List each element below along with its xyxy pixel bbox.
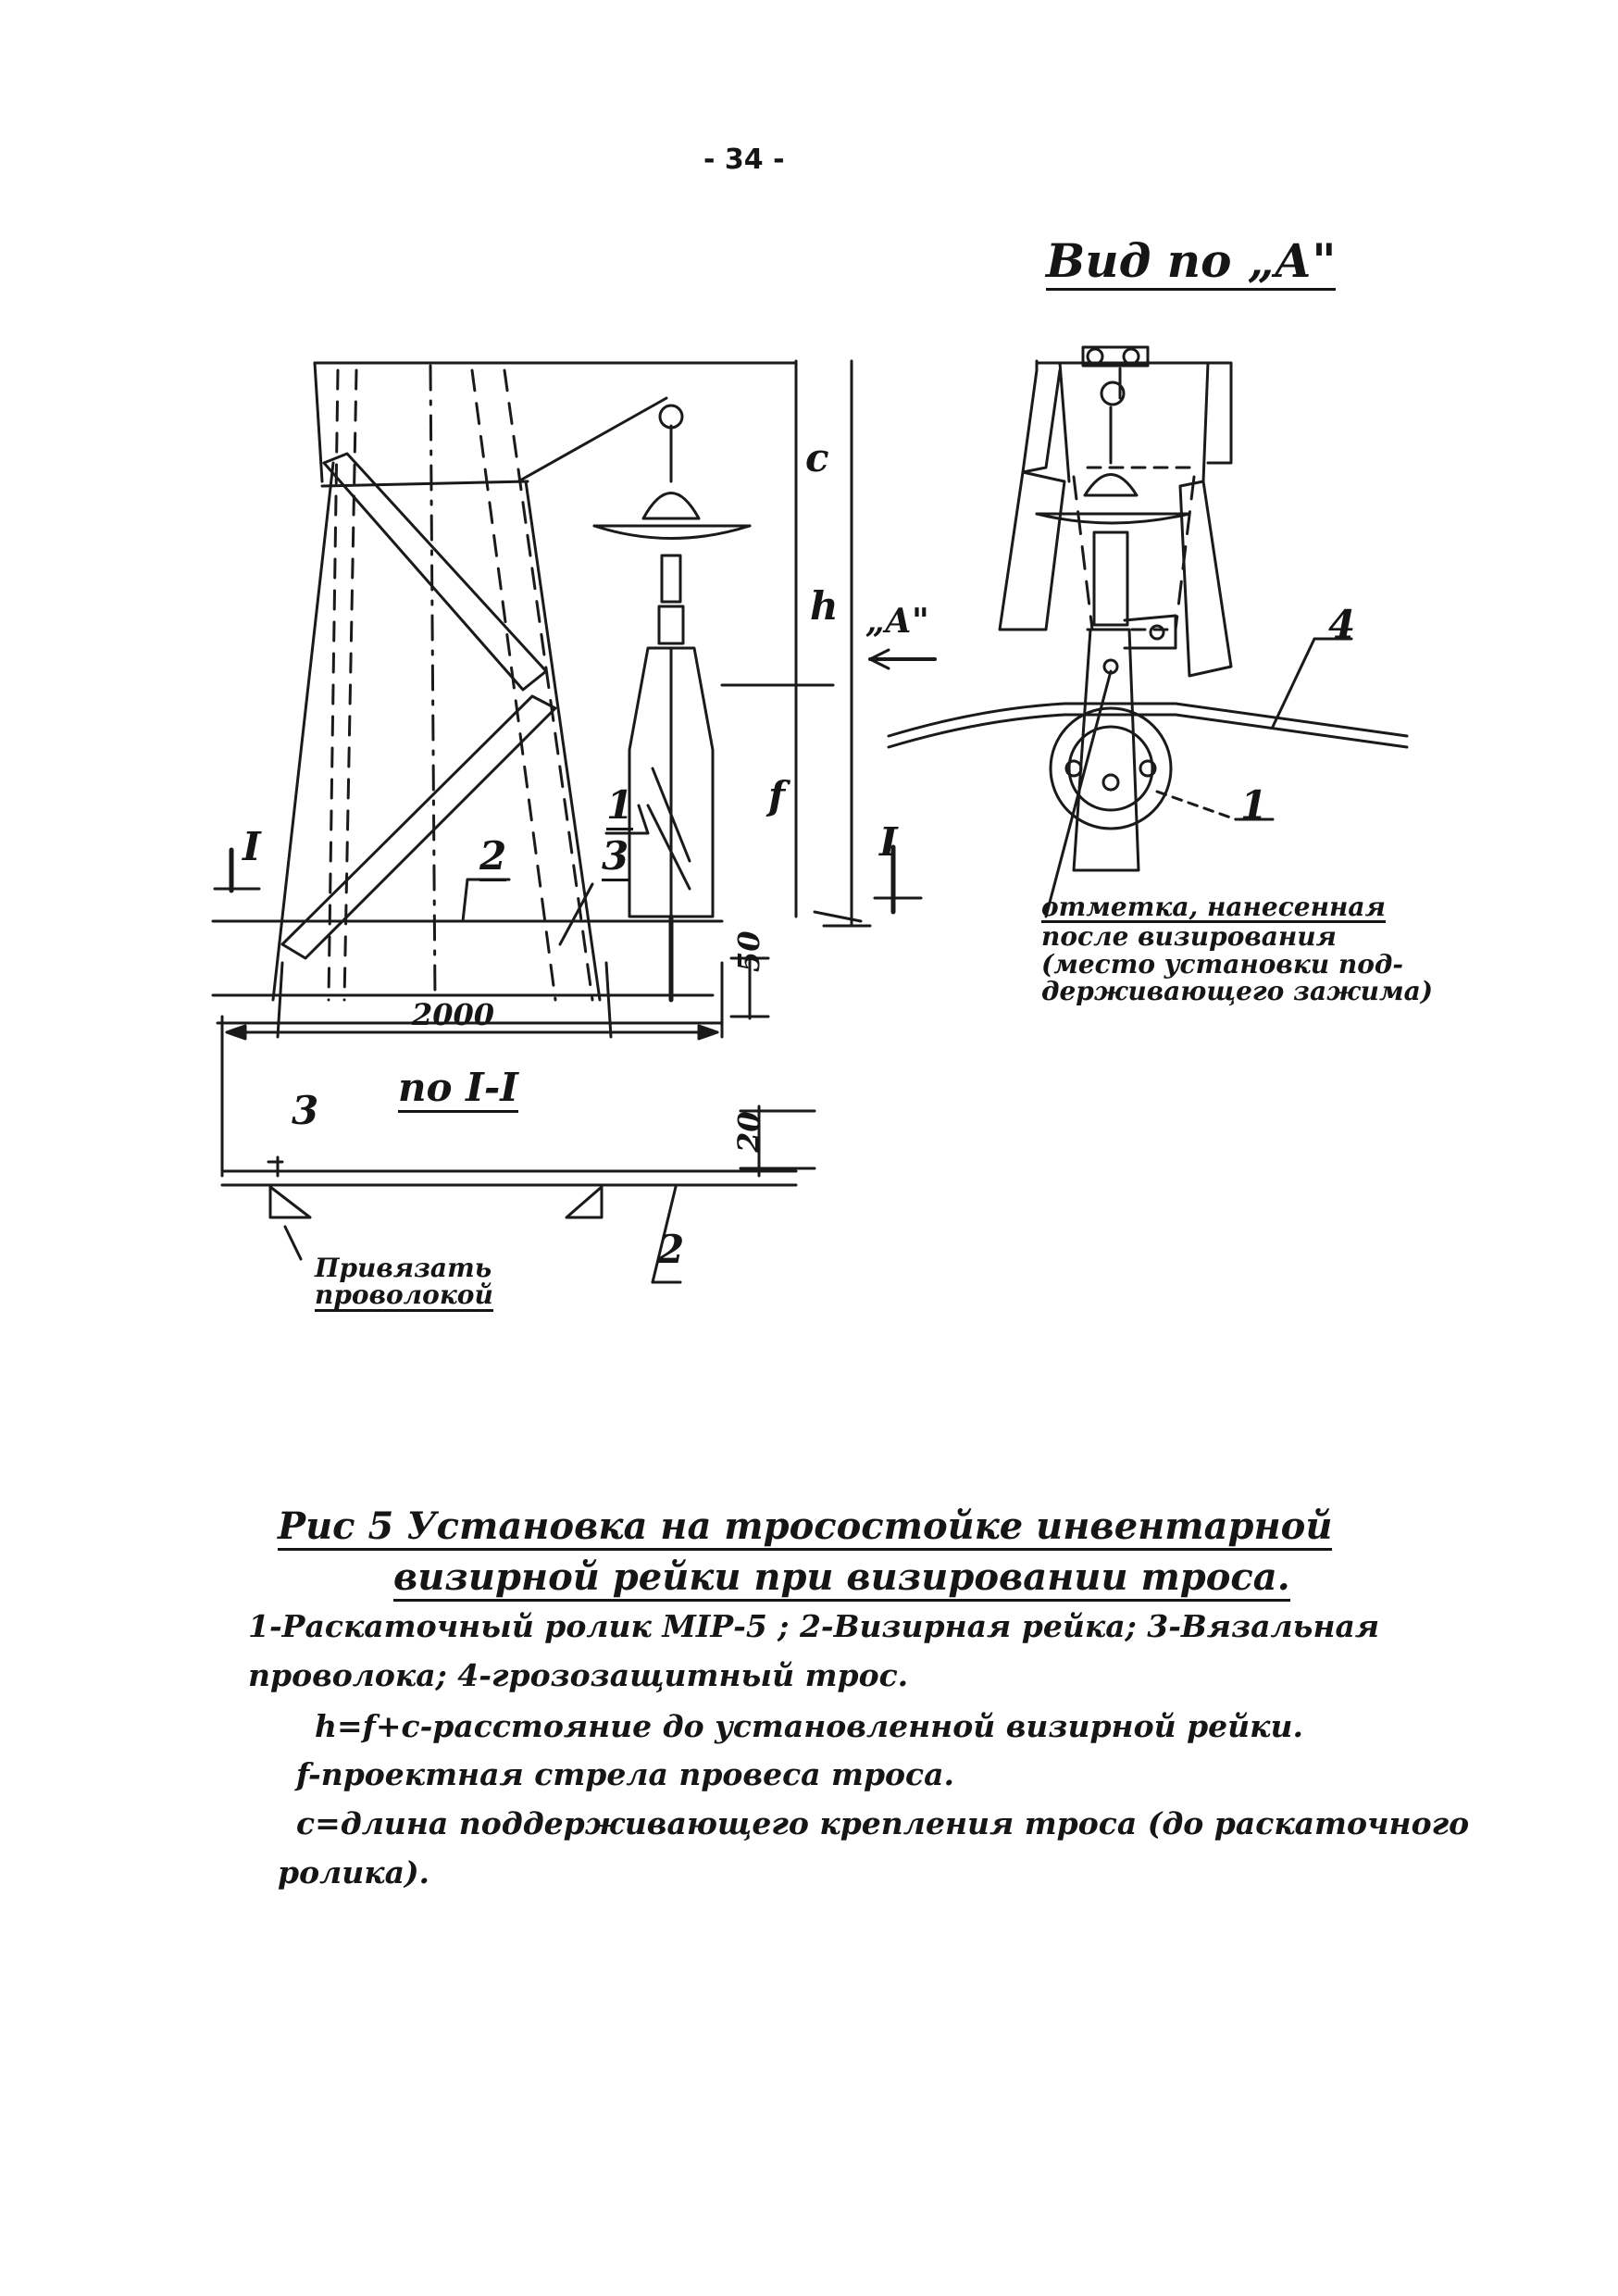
section-i-i-title: по I-I: [398, 1065, 518, 1113]
mark-note-line-2: после визирования: [1041, 921, 1337, 953]
legend-line-6: ролика).: [278, 1854, 430, 1890]
dim-f-label: f: [768, 773, 786, 818]
view-a-title: Вид по „А": [1046, 233, 1336, 291]
tie-note: [315, 1254, 493, 1312]
vertical-dimensions: [722, 361, 870, 926]
dim-c-label: c: [805, 435, 829, 480]
callout-2-rail: 2: [479, 833, 506, 881]
section-marker-right: I: [879, 819, 898, 865]
callout-1-view: 1: [1240, 782, 1268, 828]
callout-1-roller: 1: [606, 782, 633, 830]
legend-line-1: 1-Раскаточный ролик МІР-5 ; 2-Визирная рейка; 3-Вязальная: [248, 1608, 1380, 1644]
callout-4-ground-wire: 4: [1328, 602, 1356, 647]
mark-note-line-1: отметка, нанесенная: [1041, 892, 1386, 922]
mark-note: [1041, 893, 1433, 1005]
tower-structure: [273, 363, 796, 1000]
callout-2-section: 2: [657, 1227, 685, 1272]
callout-3-section: 3: [292, 1088, 319, 1133]
dim-width-2000: 2000: [412, 997, 495, 1032]
dim-height-50: 50: [731, 930, 766, 972]
figure-caption-title-1: Рис 5 Установка на тросостойке инвентарной: [278, 1504, 1332, 1551]
callout-3-wire: 3: [602, 833, 629, 881]
legend-line-4: f-проектная стрела провеса троса.: [296, 1756, 955, 1792]
section-view: [222, 1037, 815, 1282]
figure-caption-title-2: визирной рейки при визировании троса.: [393, 1555, 1290, 1602]
dim-h-label: h: [810, 583, 839, 629]
section-markers: [215, 847, 921, 912]
section-marker-left: I: [243, 824, 261, 869]
tie-note-line-2: проволокой: [315, 1279, 493, 1311]
dim-height-20: 20: [731, 1111, 766, 1153]
mark-note-line-3: (место установки под-: [1041, 948, 1404, 980]
page-number: - 34 -: [703, 144, 785, 176]
tie-note-line-1: Привязать: [315, 1253, 492, 1283]
mark-note-line-4: держивающего зажима): [1041, 976, 1434, 1007]
legend-line-2: проволока; 4-грозозащитный трос.: [248, 1657, 909, 1693]
legend-line-5: c=длина поддерживающего крепления троса (до раскаточного: [296, 1805, 1470, 1841]
legend-line-3: h=f+c-расстояние до установленной визирной рейки.: [315, 1708, 1303, 1744]
insulator-assembly: [594, 406, 750, 1000]
view-arrow-label: „А": [865, 602, 929, 641]
view-a-structure: [870, 347, 1407, 917]
